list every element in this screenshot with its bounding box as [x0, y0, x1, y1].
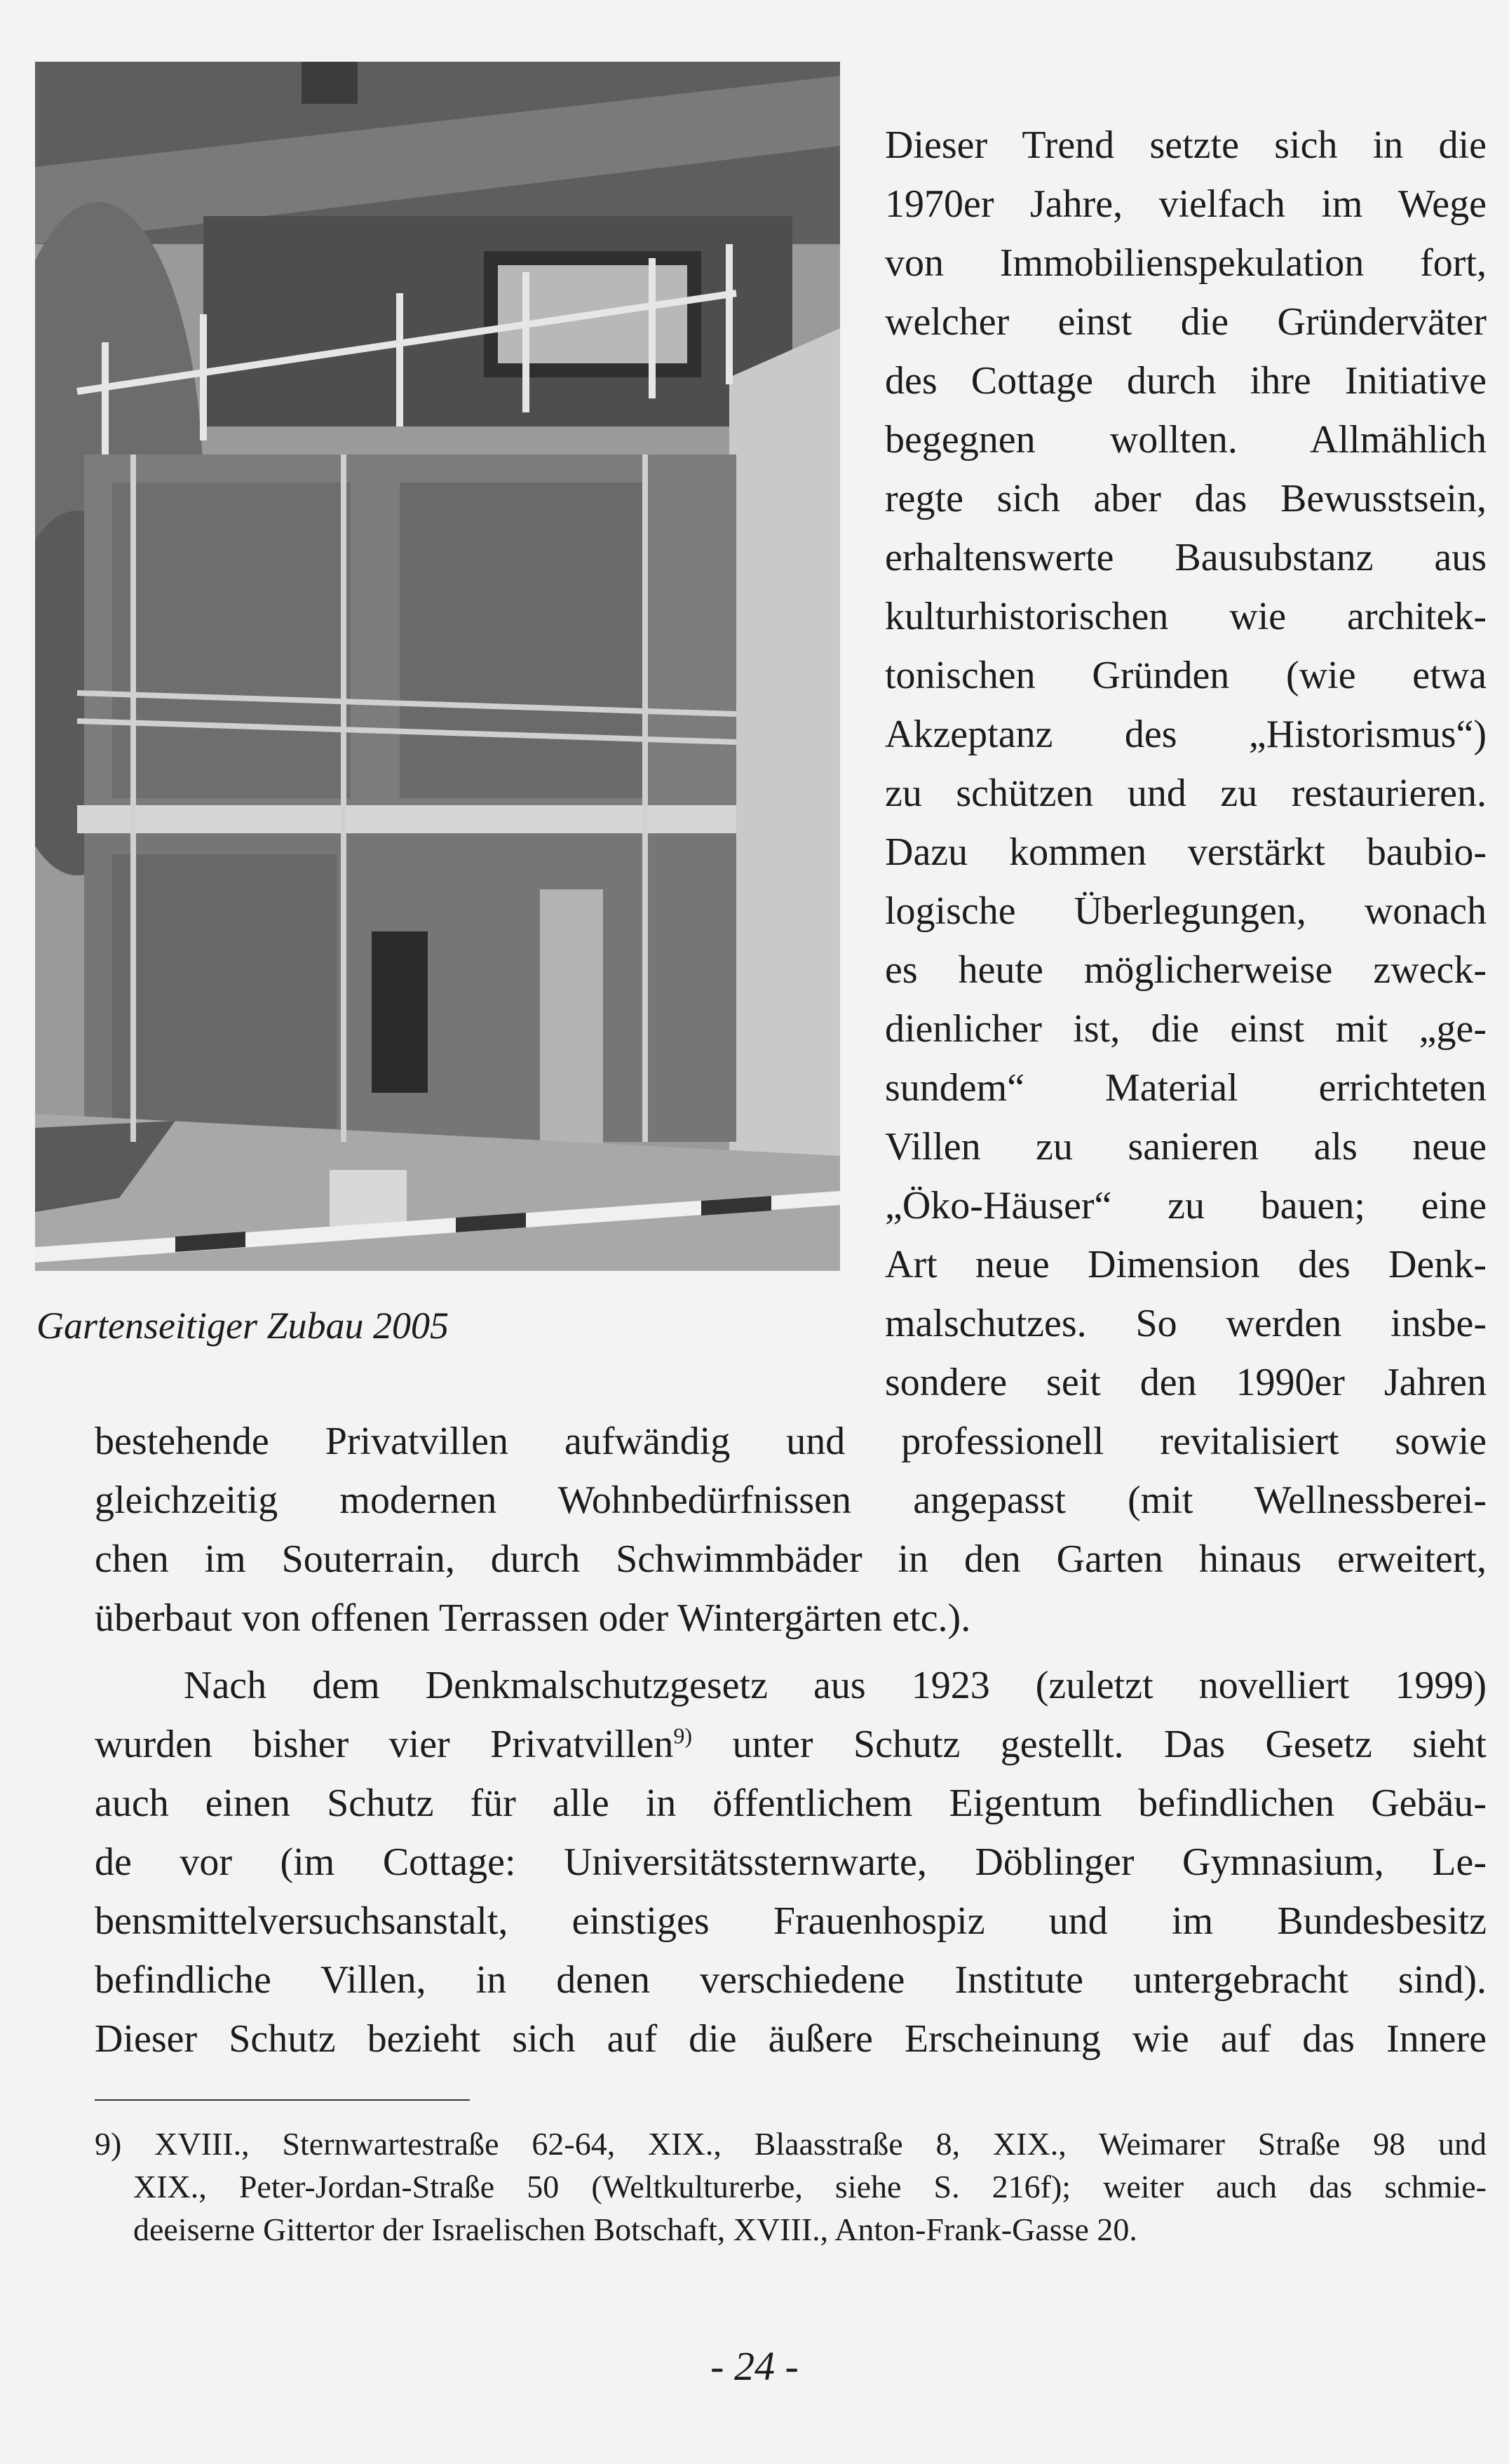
text-line: Dazu kommen verstärkt baubio-: [885, 830, 1487, 874]
text-line: sondere seit den 1990er Jahren: [885, 1361, 1487, 1404]
text-line: de vor (im Cottage: Universitätssternwarte, Döblinger Gymnasium, Le-: [95, 1840, 1487, 1884]
footnote-reference: 9): [673, 1723, 693, 1749]
text-line: Dieser Trend setzte sich in die: [885, 123, 1487, 167]
construction-photo: [35, 62, 840, 1271]
text-line: regte sich aber das Bewusstsein,: [885, 477, 1487, 520]
text-line: bensmittelversuchsanstalt, einstiges Frauenhospiz und im Bundesbesitz: [95, 1899, 1487, 1943]
text-line: „Öko-Häuser“ zu bauen; eine: [885, 1184, 1487, 1227]
text-line: Akzeptanz des „Historismus“): [885, 713, 1487, 756]
text-segment: wurden bisher vier Privatvillen: [95, 1723, 674, 1766]
text-line: sundem“ Material errichteten: [885, 1066, 1487, 1110]
text-line: kulturhistorischen wie architek-: [885, 595, 1487, 638]
text-line: erhaltenswerte Bausubstanz aus: [885, 536, 1487, 579]
text-line: überbaut von offenen Terrassen oder Wintergärten etc.).: [95, 1596, 971, 1640]
text-line: welcher einst die Gründerväter: [885, 300, 1487, 344]
text-line: auch einen Schutz für alle in öffentlichem Eigentum befindlichen Gebäu-: [95, 1782, 1487, 1825]
text-line: Art neue Dimension des Denk-: [885, 1243, 1487, 1286]
footnote-line: 9) XVIII., Sternwartestraße 62-64, XIX., Blaasstraße 8, XIX., Weimarer Straße 98 und: [95, 2126, 1487, 2162]
text-line: Dieser Schutz bezieht sich auf die äußere Erscheinung wie auf das Innere: [95, 2017, 1487, 2061]
text-line: befindliche Villen, in denen verschiedene Institute untergebracht sind).: [95, 1958, 1487, 2002]
text-line: tonischen Gründen (wie etwa: [885, 654, 1487, 697]
text-line: zu schützen und zu restaurieren.: [885, 772, 1487, 815]
page-number: - 24 -: [710, 2343, 799, 2389]
photo-illustration: [35, 62, 840, 1271]
text-line: gleichzeitig modernen Wohnbedürfnissen angepasst (mit Wellnessberei-: [95, 1479, 1487, 1522]
text-line: Nach dem Denkmalschutzgesetz aus 1923 (zuletzt novelliert 1999): [184, 1664, 1487, 1707]
text-line: logische Überlegungen, wonach: [885, 889, 1487, 933]
text-segment: unter Schutz gestellt. Das Gesetz sieht: [692, 1723, 1487, 1766]
text-line: malschutzes. So werden insbe-: [885, 1302, 1487, 1345]
text-line: von Immobilienspekulation fort,: [885, 241, 1487, 285]
text-line: 1970er Jahre, vielfach im Wege: [885, 182, 1487, 226]
text-line: des Cottage durch ihre Initiative: [885, 359, 1487, 403]
figure-caption: Gartenseitiger Zubau 2005: [36, 1305, 449, 1347]
text-line: begegnen wollten. Allmählich: [885, 418, 1487, 462]
footnote-line: deeiserne Gittertor der Israelischen Botschaft, XVIII., Anton-Frank-Gasse 20.: [133, 2211, 1137, 2247]
text-line: Villen zu sanieren als neue: [885, 1125, 1487, 1169]
text-line: [95, 1715, 1487, 1774]
text-line: dienlicher ist, die einst mit „ge-: [885, 1007, 1487, 1051]
text-line: es heute möglicherweise zweck-: [885, 948, 1487, 992]
text-line: chen im Souterrain, durch Schwimmbäder in den Garten hinaus erweitert,: [95, 1537, 1487, 1581]
footnote-line: XIX., Peter-Jordan-Straße 50 (Weltkulturerbe, siehe S. 216f); weiter auch das schmie-: [133, 2169, 1487, 2204]
footnote-rule: [95, 2099, 470, 2101]
text-line: bestehende Privatvillen aufwändig und professionell revitalisiert sowie: [95, 1420, 1487, 1463]
